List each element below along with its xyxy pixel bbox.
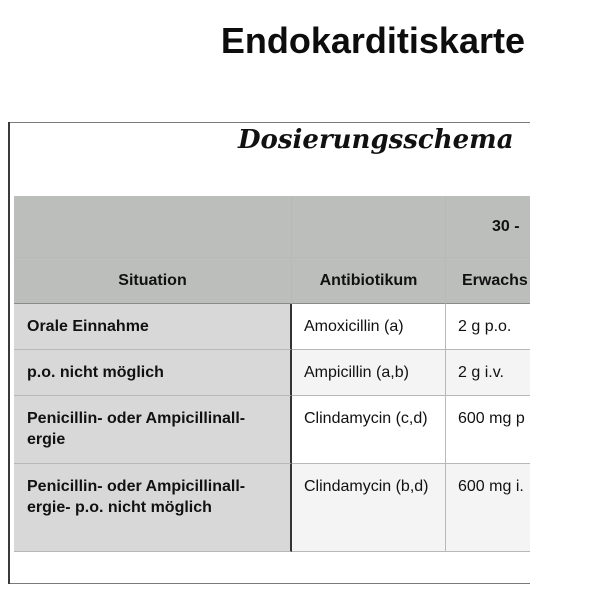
row-4-adult-dose: 600 mg i. [446, 464, 530, 552]
dosage-table [14, 196, 530, 552]
page-title: Endokarditiskarte [220, 20, 525, 61]
row-1-situation: Orale Einnahme [14, 304, 292, 350]
row-1-adult-dose: 2 g p.o. [446, 304, 530, 350]
column-header-antibiotic: Antibiotikum [292, 258, 446, 304]
row-4-situation: Penicillin- oder Ampicillinall-ergie- p.o. nicht möglich [14, 464, 292, 552]
column-header-situation: Situation [14, 258, 292, 304]
header-group-empty-cell-2 [292, 196, 446, 258]
row-2-situation: p.o. nicht möglich [14, 350, 292, 396]
row-4-antibiotic: Clindamycin (b,d) [292, 464, 446, 552]
header-group-empty-cell [14, 196, 292, 258]
row-3-situation: Penicillin- oder Ampicillinall-ergie [14, 396, 292, 464]
row-3-adult-dose: 600 mg p [446, 396, 530, 464]
row-2-antibiotic: Ampicillin (a,b) [292, 350, 446, 396]
frame-left-rule [8, 122, 10, 584]
row-1-antibiotic: Amoxicillin (a) [292, 304, 446, 350]
frame-bottom-rule [8, 583, 530, 584]
frame-top-rule [8, 122, 530, 123]
dosage-card-frame [8, 122, 530, 584]
section-subtitle: Dosierungsschema [238, 125, 514, 155]
row-3-antibiotic: Clindamycin (c,d) [292, 396, 446, 464]
header-group-label: 30 - [446, 196, 530, 258]
row-2-adult-dose: 2 g i.v. [446, 350, 530, 396]
column-header-adult: Erwachs [446, 258, 530, 304]
